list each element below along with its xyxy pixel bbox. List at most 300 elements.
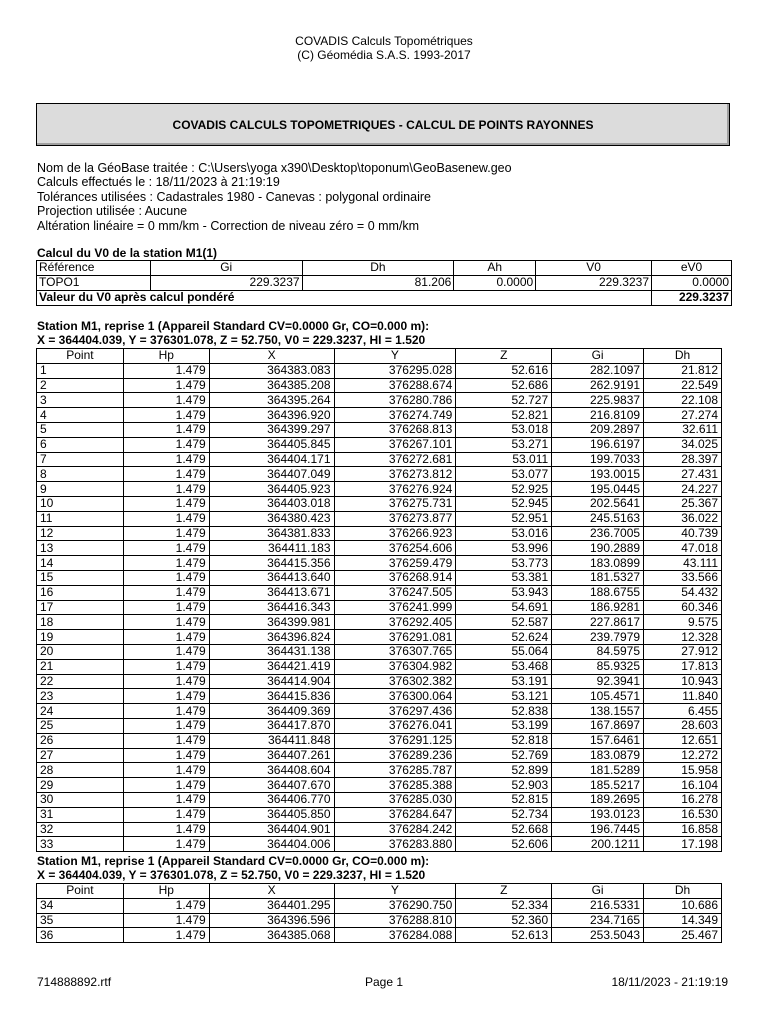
table-cell: 376273.877: [334, 511, 456, 526]
table-row: [37, 408, 722, 423]
table-cell: 52.686: [456, 378, 552, 393]
table-cell: 21: [37, 659, 124, 674]
report-metadata: [37, 161, 512, 233]
table-cell: 181.5327: [552, 570, 644, 585]
footer-timestamp: 18/11/2023 - 21:19:19: [611, 975, 728, 989]
table-cell: 364385.068: [209, 928, 334, 943]
table-cell: 52.903: [456, 778, 552, 793]
table-cell: 364380.423: [209, 511, 334, 526]
table-cell: 24: [37, 704, 124, 719]
table-cell: 31: [37, 807, 124, 822]
table-cell: 225.9837: [552, 393, 644, 408]
v0-cell: 0.0000: [454, 275, 536, 290]
table-cell: 1.479: [123, 928, 209, 943]
table-cell: 52.769: [456, 748, 552, 763]
table-cell: 92.3941: [552, 674, 644, 689]
table-cell: 53.077: [456, 467, 552, 482]
table-cell: 53.773: [456, 556, 552, 571]
v0-summary-row: [37, 290, 732, 305]
table-cell: 6: [37, 437, 124, 452]
table-cell: 7: [37, 452, 124, 467]
table-cell: 199.7033: [552, 452, 644, 467]
table-cell: 364406.770: [209, 792, 334, 807]
table-cell: 181.5289: [552, 763, 644, 778]
table-cell: 53.271: [456, 437, 552, 452]
table-cell: 16.104: [644, 778, 722, 793]
table-cell: 364408.604: [209, 763, 334, 778]
station-1-coords: X = 364404.039, Y = 376301.078, Z = 52.750, V0 = 229.3237, HI = 1.520: [37, 333, 426, 347]
table-cell: 364396.596: [209, 913, 334, 928]
table-cell: 185.5217: [552, 778, 644, 793]
table-cell: 376276.041: [334, 718, 456, 733]
table-row: [37, 837, 722, 852]
table-cell: 53.121: [456, 689, 552, 704]
table-cell: 193.0015: [552, 467, 644, 482]
table-cell: 24.227: [644, 482, 722, 497]
table-cell: 52.945: [456, 496, 552, 511]
meta-date: Calculs effectués le : 18/11/2023 à 21:19:19: [37, 175, 280, 190]
table-cell: 193.0123: [552, 807, 644, 822]
table-cell: 35: [37, 913, 124, 928]
table-cell: 84.5975: [552, 644, 644, 659]
table-cell: 376276.924: [334, 482, 456, 497]
table-cell: 1.479: [123, 644, 209, 659]
table-cell: 209.2897: [552, 422, 644, 437]
table-cell: 54.432: [644, 585, 722, 600]
table-cell: 1.479: [123, 778, 209, 793]
table-cell: 5: [37, 422, 124, 437]
table-cell: 10.943: [644, 674, 722, 689]
column-header: Z: [456, 349, 552, 364]
table-cell: 8: [37, 467, 124, 482]
table-cell: 245.5163: [552, 511, 644, 526]
table-cell: 14.349: [644, 913, 722, 928]
table-cell: 1.479: [123, 585, 209, 600]
table-cell: 28.397: [644, 452, 722, 467]
table-cell: 236.7005: [552, 526, 644, 541]
table-cell: 32.611: [644, 422, 722, 437]
table-cell: 364415.356: [209, 556, 334, 571]
table-cell: 53.943: [456, 585, 552, 600]
table-cell: 227.8617: [552, 615, 644, 630]
table-cell: 12.651: [644, 733, 722, 748]
table-cell: 1.479: [123, 792, 209, 807]
table-cell: 376307.765: [334, 644, 456, 659]
column-header: Hp: [123, 349, 209, 364]
table-cell: 52.587: [456, 615, 552, 630]
table-row: [37, 733, 722, 748]
table-row: [37, 452, 722, 467]
table-cell: 364414.904: [209, 674, 334, 689]
v0-cell: 229.3237: [536, 275, 652, 290]
v0-cell: TOPO1: [37, 275, 151, 290]
table-cell: 17.813: [644, 659, 722, 674]
table-cell: 376285.787: [334, 763, 456, 778]
table-cell: 53.016: [456, 526, 552, 541]
table-cell: 376295.028: [334, 363, 456, 378]
table-cell: 376291.125: [334, 733, 456, 748]
table-cell: 1.479: [123, 511, 209, 526]
table-cell: 52.925: [456, 482, 552, 497]
table-cell: 9: [37, 482, 124, 497]
table-cell: 36.022: [644, 511, 722, 526]
table-cell: 282.1097: [552, 363, 644, 378]
table-cell: 1.479: [123, 898, 209, 913]
report-title-banner: [36, 103, 730, 146]
table-cell: 11.840: [644, 689, 722, 704]
table-cell: 52.606: [456, 837, 552, 852]
table-row: [37, 763, 722, 778]
table-cell: 189.2695: [552, 792, 644, 807]
station-2-coords: X = 364404.039, Y = 376301.078, Z = 52.750, V0 = 229.3237, HI = 1.520: [37, 868, 426, 882]
table-cell: 15: [37, 570, 124, 585]
meta-projection: Projection utilisée : Aucune: [37, 204, 188, 219]
table-cell: 195.0445: [552, 482, 644, 497]
table-cell: 1.479: [123, 913, 209, 928]
table-cell: 52.334: [456, 898, 552, 913]
table-cell: 19: [37, 630, 124, 645]
table-cell: 22.108: [644, 393, 722, 408]
table-cell: 183.0899: [552, 556, 644, 571]
table-row: [37, 807, 722, 822]
table-row: [37, 704, 722, 719]
table-cell: 10: [37, 496, 124, 511]
table-row: [37, 644, 722, 659]
table-cell: 376273.812: [334, 467, 456, 482]
table-cell: 1.479: [123, 556, 209, 571]
table-cell: 25: [37, 718, 124, 733]
table-cell: 376241.999: [334, 600, 456, 615]
table-cell: 376274.749: [334, 408, 456, 423]
table-cell: 364396.824: [209, 630, 334, 645]
table-cell: 376284.647: [334, 807, 456, 822]
table-cell: 53.018: [456, 422, 552, 437]
table-cell: 43.111: [644, 556, 722, 571]
table-cell: 47.018: [644, 541, 722, 556]
table-cell: 376284.242: [334, 822, 456, 837]
station-2-title: Station M1, reprise 1 (Appareil Standard CV=0.0000 Gr, CO=0.000 m):: [37, 854, 430, 868]
table-cell: 27.431: [644, 467, 722, 482]
table-row: [37, 913, 722, 928]
table-row: [37, 718, 722, 733]
table-row: [37, 674, 722, 689]
table-cell: 364404.006: [209, 837, 334, 852]
table-cell: 22.549: [644, 378, 722, 393]
report-title: COVADIS CALCULS TOPOMETRIQUES - CALCUL DE POINTS RAYONNES: [172, 117, 594, 132]
table-cell: 196.6197: [552, 437, 644, 452]
table-cell: 186.9281: [552, 600, 644, 615]
table-cell: 52.727: [456, 393, 552, 408]
table-cell: 1.479: [123, 526, 209, 541]
v0-data-row: [37, 275, 732, 290]
v0-header-cell: Gi: [150, 261, 302, 276]
table-cell: 9.575: [644, 615, 722, 630]
v0-cell: 0.0000: [652, 275, 732, 290]
table-cell: 53.011: [456, 452, 552, 467]
table-row: [37, 511, 722, 526]
table-cell: 1.479: [123, 408, 209, 423]
table-cell: 3: [37, 393, 124, 408]
table-cell: 13: [37, 541, 124, 556]
table-cell: 1.479: [123, 467, 209, 482]
table-cell: 1.479: [123, 659, 209, 674]
table-cell: 376290.750: [334, 898, 456, 913]
table-cell: 364431.138: [209, 644, 334, 659]
header-line-2: (C) Géomédia S.A.S. 1993-2017: [297, 48, 471, 62]
v0-summary-label: Valeur du V0 après calcul pondéré: [37, 290, 652, 305]
table-cell: 376275.731: [334, 496, 456, 511]
table-cell: 105.4571: [552, 689, 644, 704]
table-cell: 11: [37, 511, 124, 526]
header-line-1: COVADIS Calculs Topométriques: [295, 34, 473, 48]
table-cell: 376288.810: [334, 913, 456, 928]
table-cell: 239.7979: [552, 630, 644, 645]
column-header: Dh: [644, 349, 722, 364]
footer-page-number: Page 1: [364, 975, 404, 989]
table-cell: 52.815: [456, 792, 552, 807]
table-cell: 376272.681: [334, 452, 456, 467]
table-cell: 34.025: [644, 437, 722, 452]
table-row: [37, 378, 722, 393]
column-header: Hp: [123, 884, 209, 899]
table-cell: 53.191: [456, 674, 552, 689]
table-row: [37, 570, 722, 585]
table-cell: 32: [37, 822, 124, 837]
points-header-row: [37, 884, 722, 899]
table-cell: 376285.030: [334, 792, 456, 807]
table-row: [37, 437, 722, 452]
table-cell: 52.899: [456, 763, 552, 778]
table-cell: 234.7165: [552, 913, 644, 928]
table-cell: 364411.848: [209, 733, 334, 748]
table-cell: 200.1211: [552, 837, 644, 852]
column-header: Dh: [644, 884, 722, 899]
table-row: [37, 822, 722, 837]
table-row: [37, 615, 722, 630]
table-cell: 196.7445: [552, 822, 644, 837]
table-cell: 1.479: [123, 822, 209, 837]
table-cell: 1.479: [123, 600, 209, 615]
table-cell: 364395.264: [209, 393, 334, 408]
table-cell: 1.479: [123, 615, 209, 630]
table-cell: 33.566: [644, 570, 722, 585]
table-cell: 55.064: [456, 644, 552, 659]
table-cell: 364405.923: [209, 482, 334, 497]
table-row: [37, 928, 722, 943]
table-cell: 376267.101: [334, 437, 456, 452]
v0-cell: 229.3237: [150, 275, 302, 290]
table-cell: 16: [37, 585, 124, 600]
table-cell: 1.479: [123, 630, 209, 645]
table-cell: 364411.183: [209, 541, 334, 556]
table-cell: 30: [37, 792, 124, 807]
column-header: Gi: [552, 349, 644, 364]
table-cell: 364405.850: [209, 807, 334, 822]
table-cell: 1.479: [123, 482, 209, 497]
table-cell: 28: [37, 763, 124, 778]
table-cell: 17.198: [644, 837, 722, 852]
table-cell: 52.616: [456, 363, 552, 378]
points-header-row: [37, 349, 722, 364]
table-row: [37, 585, 722, 600]
table-cell: 364396.920: [209, 408, 334, 423]
points-table-2: [36, 883, 722, 943]
table-row: [37, 526, 722, 541]
table-cell: 364404.171: [209, 452, 334, 467]
table-cell: 10.686: [644, 898, 722, 913]
table-cell: 20: [37, 644, 124, 659]
column-header: X: [209, 349, 334, 364]
table-row: [37, 898, 722, 913]
table-cell: 6.455: [644, 704, 722, 719]
table-row: [37, 422, 722, 437]
table-cell: 364401.295: [209, 898, 334, 913]
table-cell: 53.468: [456, 659, 552, 674]
table-cell: 1.479: [123, 393, 209, 408]
table-cell: 364407.261: [209, 748, 334, 763]
table-cell: 376266.923: [334, 526, 456, 541]
table-cell: 376289.236: [334, 748, 456, 763]
table-cell: 216.5331: [552, 898, 644, 913]
table-cell: 52.613: [456, 928, 552, 943]
table-cell: 376291.081: [334, 630, 456, 645]
table-cell: 1.479: [123, 496, 209, 511]
table-cell: 53.381: [456, 570, 552, 585]
v0-header-cell: V0: [536, 261, 652, 276]
table-row: [37, 748, 722, 763]
table-cell: 17: [37, 600, 124, 615]
table-cell: 364385.208: [209, 378, 334, 393]
table-cell: 376302.382: [334, 674, 456, 689]
table-cell: 364403.018: [209, 496, 334, 511]
table-row: [37, 496, 722, 511]
table-cell: 14: [37, 556, 124, 571]
table-cell: 12.328: [644, 630, 722, 645]
table-cell: 376280.786: [334, 393, 456, 408]
table-cell: 376284.088: [334, 928, 456, 943]
column-header: Z: [456, 884, 552, 899]
column-header: Y: [334, 349, 456, 364]
table-cell: 216.8109: [552, 408, 644, 423]
v0-header-cell: Dh: [302, 261, 454, 276]
table-cell: 60.346: [644, 600, 722, 615]
table-cell: 22: [37, 674, 124, 689]
table-cell: 376268.813: [334, 422, 456, 437]
table-cell: 12.272: [644, 748, 722, 763]
table-cell: 1.479: [123, 689, 209, 704]
table-cell: 1.479: [123, 541, 209, 556]
table-cell: 1.479: [123, 748, 209, 763]
table-cell: 157.6461: [552, 733, 644, 748]
table-cell: 1.479: [123, 807, 209, 822]
v0-header-row: [37, 261, 732, 276]
meta-geobase: Nom de la GéoBase traitée : C:\Users\yoga x390\Desktop\toponum\GeoBasenew.geo: [37, 161, 512, 175]
table-cell: 28.603: [644, 718, 722, 733]
table-cell: 1.479: [123, 704, 209, 719]
table-row: [37, 556, 722, 571]
table-cell: 53.996: [456, 541, 552, 556]
table-cell: 52.360: [456, 913, 552, 928]
table-cell: 1.479: [123, 452, 209, 467]
table-cell: 262.9191: [552, 378, 644, 393]
table-cell: 167.8697: [552, 718, 644, 733]
table-cell: 1.479: [123, 422, 209, 437]
table-cell: 376268.914: [334, 570, 456, 585]
table-cell: 26: [37, 733, 124, 748]
table-cell: 376283.880: [334, 837, 456, 852]
table-cell: 29: [37, 778, 124, 793]
table-cell: 85.9325: [552, 659, 644, 674]
table-cell: 376254.606: [334, 541, 456, 556]
table-cell: 364407.670: [209, 778, 334, 793]
table-cell: 376292.405: [334, 615, 456, 630]
table-cell: 21.812: [644, 363, 722, 378]
table-cell: 23: [37, 689, 124, 704]
table-cell: 52.821: [456, 408, 552, 423]
table-row: [37, 630, 722, 645]
table-cell: 53.199: [456, 718, 552, 733]
table-cell: 1.479: [123, 733, 209, 748]
table-cell: 364413.640: [209, 570, 334, 585]
table-cell: 12: [37, 526, 124, 541]
table-cell: 16.278: [644, 792, 722, 807]
table-cell: 1.479: [123, 437, 209, 452]
v0-header-cell: Référence: [37, 261, 151, 276]
table-cell: 376285.388: [334, 778, 456, 793]
column-header: X: [209, 884, 334, 899]
table-cell: 364417.870: [209, 718, 334, 733]
table-cell: 364407.049: [209, 467, 334, 482]
table-cell: 34: [37, 898, 124, 913]
table-cell: 364383.083: [209, 363, 334, 378]
table-cell: 16.530: [644, 807, 722, 822]
points-table-1: [36, 348, 722, 852]
table-row: [37, 482, 722, 497]
table-cell: 25.467: [644, 928, 722, 943]
table-cell: 364416.343: [209, 600, 334, 615]
table-cell: 33: [37, 837, 124, 852]
table-cell: 1.479: [123, 837, 209, 852]
table-cell: 376304.982: [334, 659, 456, 674]
v0-cell: 81.206: [302, 275, 454, 290]
table-cell: 183.0879: [552, 748, 644, 763]
table-cell: 190.2889: [552, 541, 644, 556]
table-cell: 188.6755: [552, 585, 644, 600]
table-cell: 376297.436: [334, 704, 456, 719]
table-cell: 1.479: [123, 363, 209, 378]
table-cell: 27.912: [644, 644, 722, 659]
table-cell: 15.958: [644, 763, 722, 778]
table-row: [37, 393, 722, 408]
table-cell: 16.858: [644, 822, 722, 837]
table-cell: 2: [37, 378, 124, 393]
table-row: [37, 778, 722, 793]
table-cell: 54.691: [456, 600, 552, 615]
table-cell: 40.739: [644, 526, 722, 541]
table-cell: 1.479: [123, 674, 209, 689]
table-cell: 1.479: [123, 570, 209, 585]
table-cell: 138.1557: [552, 704, 644, 719]
table-cell: 364413.671: [209, 585, 334, 600]
document-header: [0, 34, 768, 62]
table-cell: 364399.981: [209, 615, 334, 630]
table-cell: 25.367: [644, 496, 722, 511]
table-row: [37, 659, 722, 674]
table-cell: 1: [37, 363, 124, 378]
table-cell: 376300.064: [334, 689, 456, 704]
table-cell: 52.624: [456, 630, 552, 645]
v0-section-title: Calcul du V0 de la station M1(1): [37, 246, 218, 260]
